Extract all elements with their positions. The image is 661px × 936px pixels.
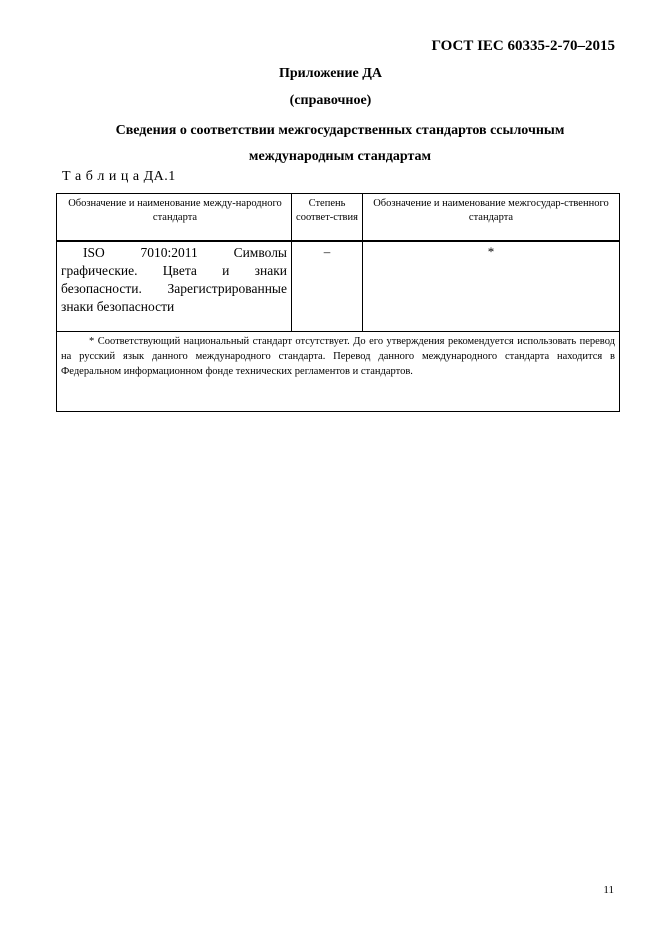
page-number: 11 (603, 884, 614, 896)
column-divider (291, 194, 292, 332)
appendix-type: (справочное) (289, 93, 372, 108)
row-separator (57, 331, 619, 332)
header-separator (57, 240, 619, 242)
column-divider (362, 194, 363, 332)
heading-line-1: Сведения о соответствии межгосударственных стандартов ссылочным (115, 123, 565, 138)
header-interstate-standard: Обозначение и наименование межгосудар-ственного стандарта (373, 198, 609, 223)
cell-interstate-standard: * (487, 244, 495, 259)
table-caption: Т а б л и ц а ДА.1 (62, 169, 176, 184)
cell-international-standard: ISO 7010:2011 Символы графические. Цвета и знаки безопасности. Зарегистрированные знаки безопасности (61, 245, 287, 314)
heading-line-2: международным стандартам (248, 149, 432, 164)
appendix-heading (60, 118, 620, 170)
appendix-title: Приложение ДА (278, 66, 383, 81)
header-international-standard: Обозначение и наименование между-народного стандарта (68, 198, 282, 223)
table-footnote: * Соответствующий национальный стандарт отсутствует. До его утверждения рекомендуется использовать перевод на русский язык данного международного стандарта. Перевод данного международного стандарта находится в Федеральном информационном фонде технических регламентов и стандартов. (61, 336, 615, 377)
header-degree-of-correspondence: Степень соответ-ствия (296, 198, 358, 223)
standard-code: ГОСТ IEC 60335-2-70–2015 (431, 38, 615, 54)
cell-degree-of-correspondence: – (323, 244, 331, 259)
correspondence-table (56, 193, 620, 412)
